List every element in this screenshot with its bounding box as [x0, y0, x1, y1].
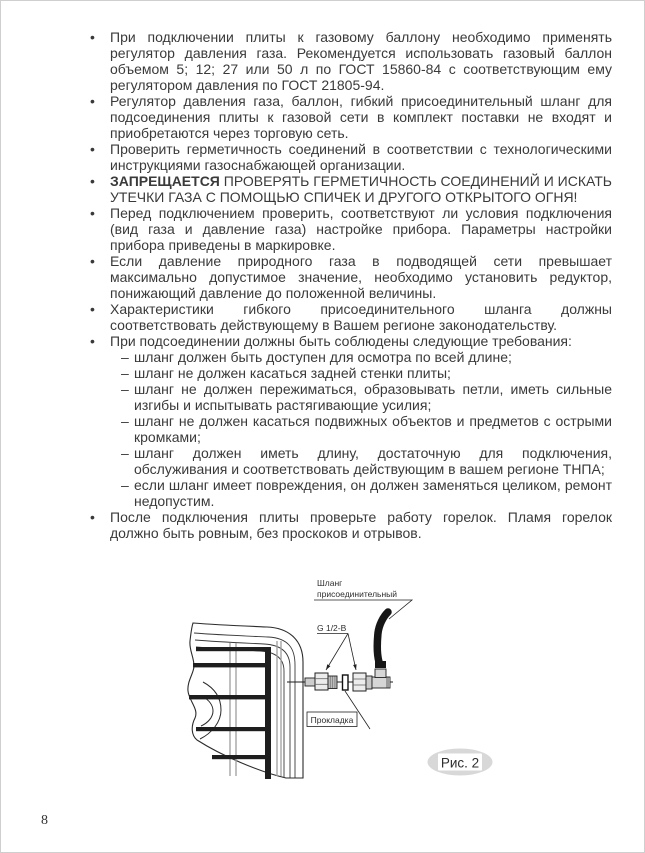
requirement-item: [110, 477, 612, 509]
gasket-label-text: Прокладка: [310, 714, 354, 725]
thread-label-text: G 1/2-B: [317, 623, 347, 633]
bullet-text: После подключения плиты проверьте работу горелок. Пламя горелок должно быть ровным, без проскоков и отрывов.: [110, 509, 612, 541]
bullet-item: [88, 333, 612, 349]
requirement-text: шланг не должен касаться подвижных объектов и предметов с острыми кромками;: [134, 413, 612, 445]
figure-caption: [428, 749, 493, 776]
requirement-text: шланг не должен касаться задней стенки плиты;: [134, 365, 451, 381]
bullet-marker: •: [90, 253, 95, 269]
bullet-item: [88, 253, 612, 301]
bullet-marker: •: [90, 509, 95, 525]
dash-marker: –: [121, 381, 129, 397]
bullet-marker: •: [90, 205, 95, 221]
bullet-text: [110, 173, 612, 205]
dash-marker: –: [121, 349, 129, 365]
requirement-item: [110, 365, 612, 381]
bullet-marker: •: [90, 333, 95, 349]
thread-label: [317, 623, 357, 670]
hose: [377, 612, 388, 662]
bullet-item: [88, 93, 612, 141]
requirement-item: [110, 445, 612, 477]
bullet-marker: •: [90, 141, 95, 157]
figure-connection-diagram: [150, 565, 495, 815]
dash-marker: –: [121, 477, 129, 493]
bullet-text: Характеристики гибкого присоединительного шланга должны соответствовать действующему в Вашем регионе законодательству.: [110, 301, 612, 333]
requirement-item: [110, 381, 612, 413]
bullet-item: [88, 509, 612, 541]
instructions-list: [88, 29, 612, 541]
bullet-marker: •: [90, 173, 95, 189]
bullet-text: При подсоединении должны быть соблюдены следующие требования:: [110, 333, 572, 349]
right-fitting: [353, 661, 390, 691]
bullet-text: Регулятор давления газа, баллон, гибкий присоединительный шланг для подсоединения плиты к газовой сети в комплект поставки не входят и приобретаются через торговую сеть.: [110, 93, 612, 141]
dash-marker: –: [121, 365, 129, 381]
gasket-label: [307, 691, 370, 729]
bullet-item: [88, 301, 612, 333]
left-fitting: [305, 673, 337, 690]
warning-bold-text: ЗАПРЕЩАЕТСЯ: [110, 173, 220, 189]
hose-label-line1: Шланг: [317, 578, 343, 588]
figure-caption-text: Рис. 2: [440, 755, 480, 771]
bullet-item: [88, 205, 612, 253]
bullet-marker: •: [90, 301, 95, 317]
page-number: 8: [41, 813, 48, 828]
dash-marker: –: [121, 413, 129, 429]
hose-label-line2: присоединительный: [317, 589, 398, 599]
requirement-text: шланг должен иметь длину, достаточную для подключения, обслуживания и соответствовать действующим в вашем регионе ТНПА;: [134, 445, 612, 477]
stove-back-outline: [188, 623, 303, 778]
requirement-text: если шланг имеет повреждения, он должен заменяться целиком, ремонт недопустим.: [134, 477, 612, 509]
dash-marker: –: [121, 445, 129, 461]
requirement-text: шланг не должен пережиматься, образовывать петли, иметь сильные изгибы и испытывать растягивающие усилия;: [134, 381, 612, 413]
requirement-text: шланг должен быть доступен для осмотра по всей длине;: [134, 349, 512, 365]
bullet-text: При подключении плиты к газовому баллону необходимо применять регулятор давления газа. Рекомендуется использовать газовый баллон объемом 5; 12; 27 или 50 л по ГОСТ 15860-84 с соответствующим ему регулятором давления по ГОСТ 21805-94.: [110, 29, 612, 93]
bullet-item: [88, 141, 612, 173]
bullet-item: [88, 173, 612, 205]
hose-label: [314, 578, 412, 619]
bullet-marker: •: [90, 29, 95, 45]
requirement-item: [110, 413, 612, 445]
bullet-item: [88, 29, 612, 93]
gasket: [343, 675, 349, 690]
warning-rest-text: ПРОВЕРЯТЬ ГЕРМЕТИЧНОСТЬ СОЕДИНЕНИЙ И ИСКАТЬ УТЕЧКИ ГАЗА С ПОМОЩЬЮ СПИЧЕК И ДРУГОГО ОТКРЫТОГО ОГНЯ!: [110, 173, 612, 205]
bullet-text: Если давление природного газа в подводящей сети превышает максимально допустимое значение, необходимо установить редуктор, понижающий давление до положенной величины.: [110, 253, 612, 301]
bullet-text: Проверить герметичность соединений в соответствии с технологическими инструкциями газоснабжающей организации.: [110, 141, 612, 173]
bullet-text: Перед подключением проверить, соответствуют ли условия подключения (вид газа и давление газа) настройке прибора. Параметры настройки прибора приведены в маркировке.: [110, 205, 612, 253]
requirement-item: [110, 349, 612, 365]
bullet-marker: •: [90, 93, 95, 109]
